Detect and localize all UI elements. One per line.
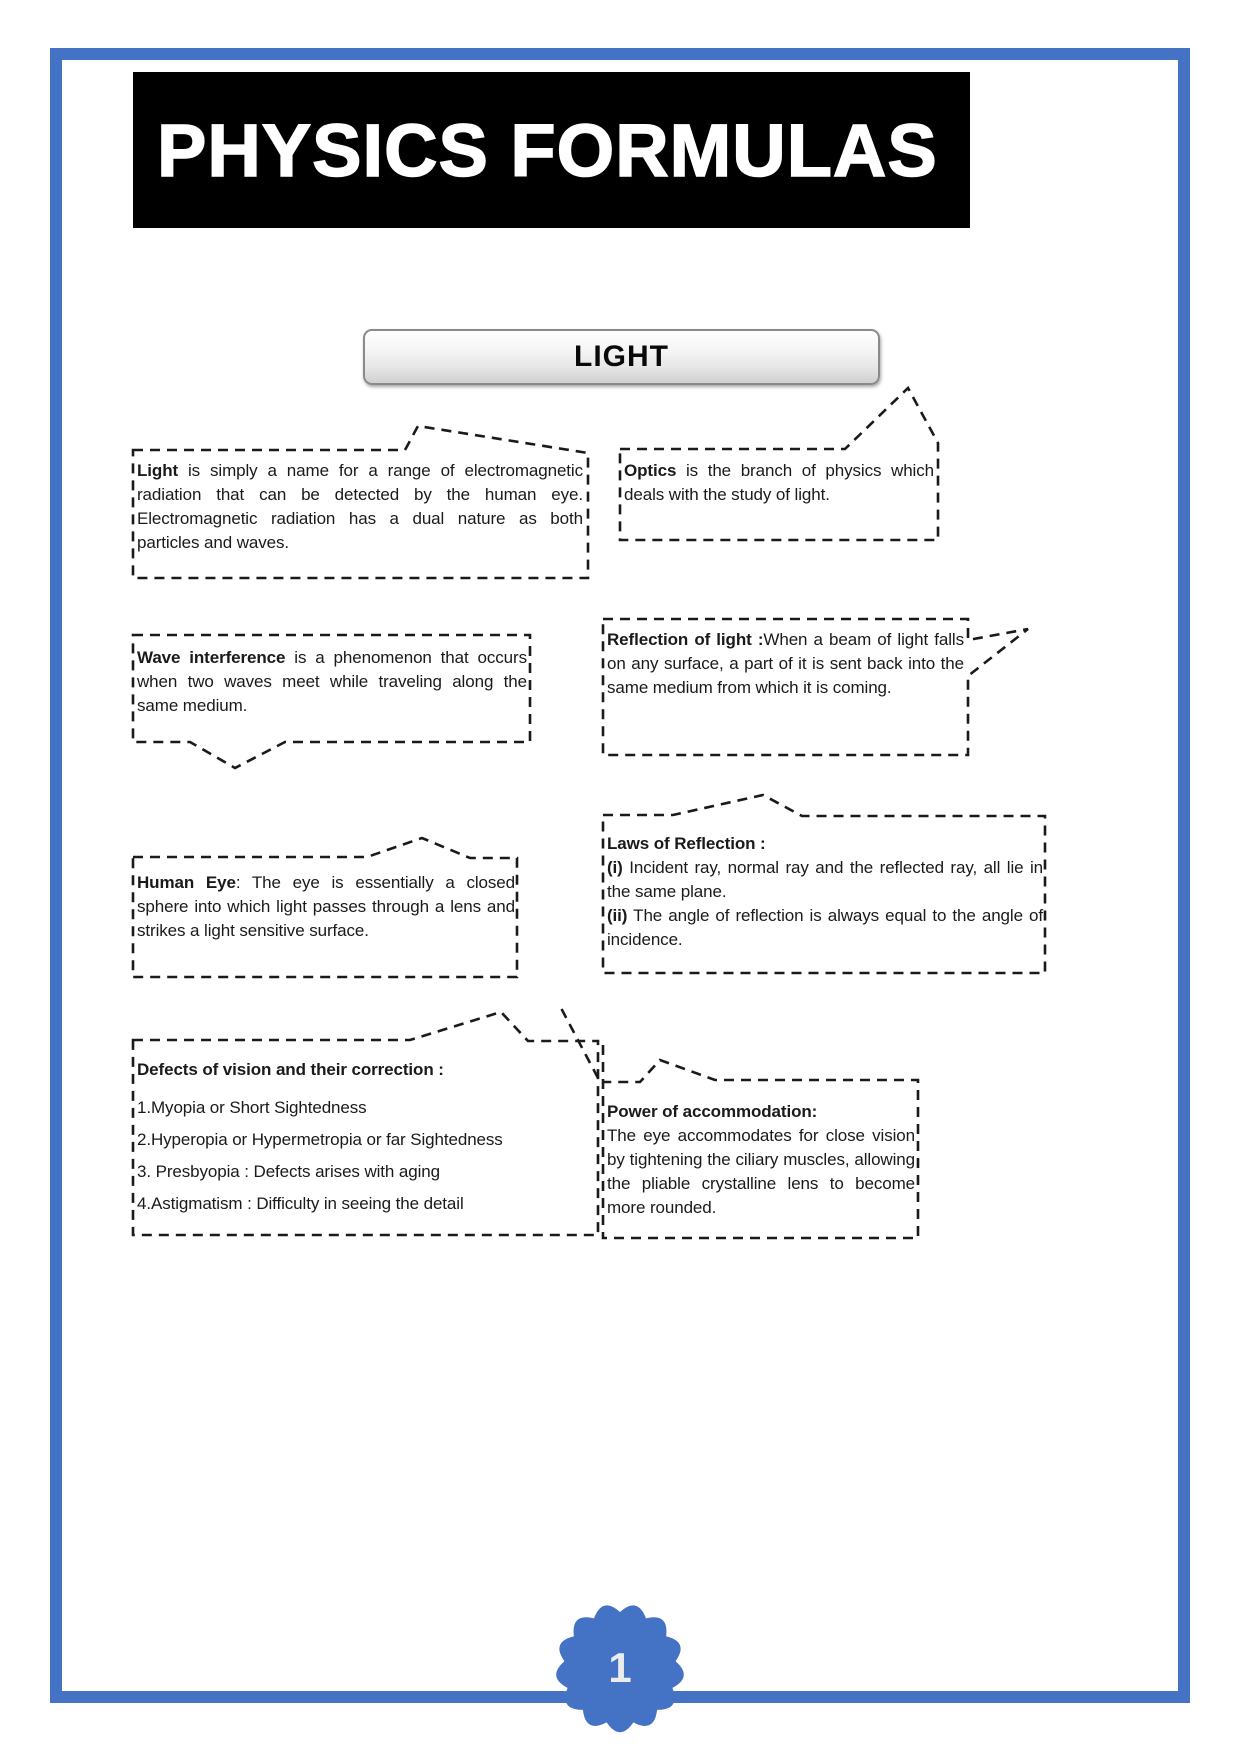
callout-text-defects-of-vision xyxy=(137,1058,595,1224)
callout-text-power-of-accommodation xyxy=(607,1100,915,1220)
title-banner xyxy=(133,72,970,228)
defect-item-myopia: 1.Myopia or Short Sightedness xyxy=(137,1098,367,1117)
power-title: Power of accommodation: xyxy=(607,1102,818,1121)
laws-rule-i: (i) Incident ray, normal ray and the reflected ray, all lie in the same plane. xyxy=(607,858,1043,901)
power-body: The eye accommodates for close vision by tightening the ciliary muscles, allowing the pliable crystalline lens to become more rounded. xyxy=(607,1126,915,1217)
defect-item-astigmatism: 4.Astigmatism : Difficulty in seeing the detail xyxy=(137,1194,464,1213)
laws-title: Laws of Reflection : xyxy=(607,834,766,853)
callout-text-wave-interference: Wave interference is a phenomenon that occurs when two waves meet while traveling along the same medium. xyxy=(137,648,527,715)
defect-item-hyperopia: 2.Hyperopia or Hypermetropia or far Sightedness xyxy=(137,1130,503,1149)
defects-title: Defects of vision and their correction : xyxy=(137,1060,444,1079)
page-number-badge: 1 xyxy=(608,1644,632,1691)
callout-text-optics: Optics is the branch of physics which deals with the study of light. xyxy=(624,461,934,504)
laws-rule-ii: (ii) The angle of reflection is always equal to the angle of incidence. xyxy=(607,906,1043,949)
callout-text-laws-of-reflection xyxy=(607,832,1043,952)
section-button-label: LIGHT xyxy=(574,340,669,373)
callout-text-light: Light is simply a name for a range of electromagnetic radiation that can be detected by the human eye. Electromagnetic radiation has a dual nature as both particles and waves. xyxy=(137,461,583,552)
page-title: PHYSICS FORMULAS xyxy=(157,108,938,192)
callout-text-human-eye: Human Eye: The eye is essentially a closed sphere into which light passes through a lens and strikes a light sensitive surface. xyxy=(137,873,516,940)
defect-item-presbyopia: 3. Presbyopia : Defects arises with aging xyxy=(137,1162,440,1181)
section-button-light xyxy=(363,329,880,385)
callout-text-reflection: Reflection of light :When a beam of light falls on any surface, a part of it is sent back into the same medium from which it is coming. xyxy=(607,630,964,697)
